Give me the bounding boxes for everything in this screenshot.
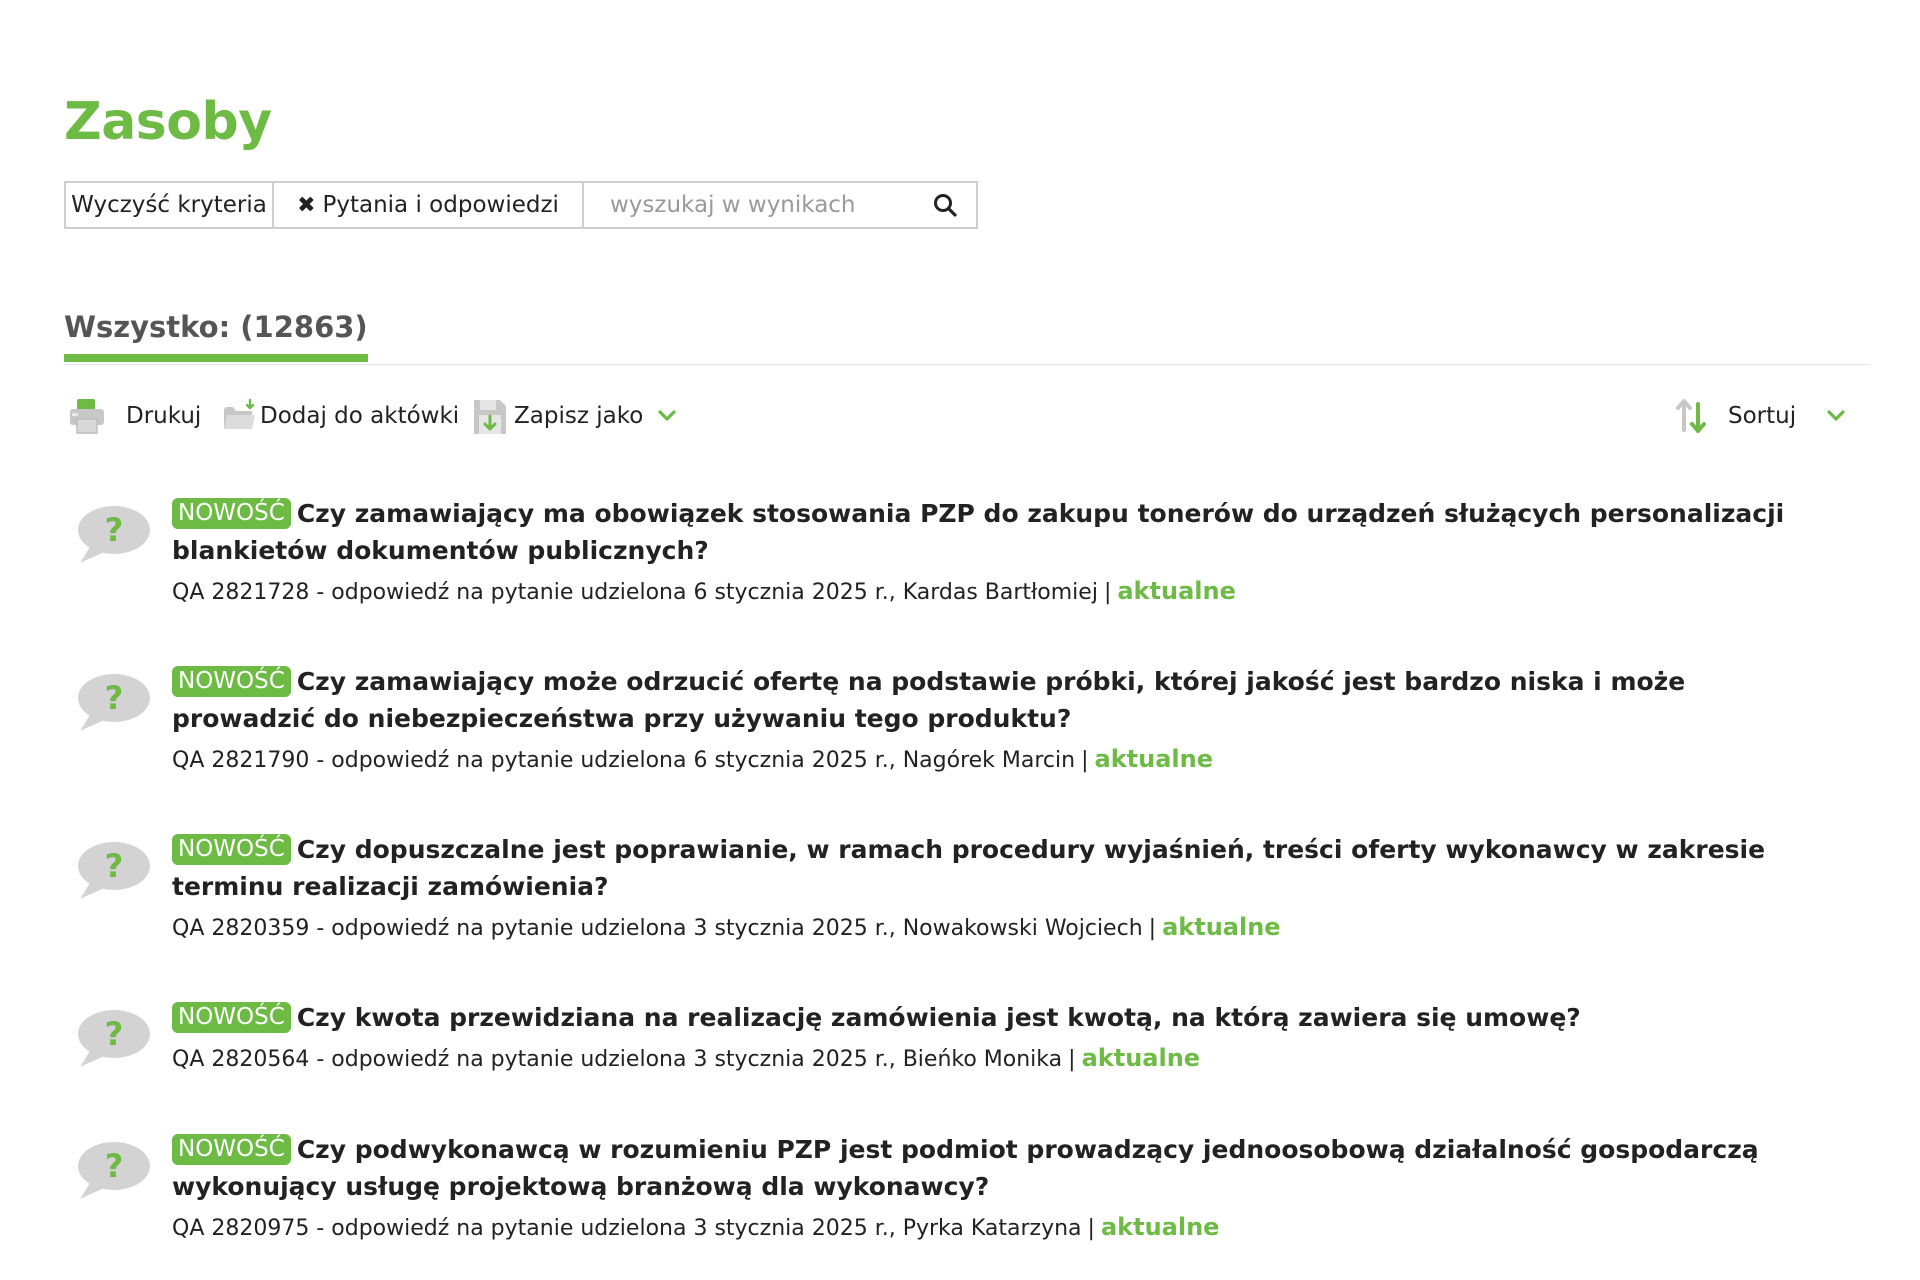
search-icon[interactable] bbox=[932, 192, 958, 218]
save-as-button[interactable] bbox=[472, 391, 677, 441]
new-badge: NOWOŚĆ bbox=[172, 1134, 291, 1165]
meta-separator: | bbox=[1081, 748, 1089, 773]
svg-text:?: ? bbox=[104, 511, 124, 549]
print-button[interactable] bbox=[68, 391, 201, 441]
save-icon bbox=[472, 396, 508, 436]
sort-button[interactable] bbox=[1674, 391, 1846, 441]
tab-all[interactable]: Wszystko: (12863) bbox=[64, 310, 368, 362]
question-bubble-icon bbox=[74, 503, 150, 565]
result-meta-text: QA 2821790 - odpowiedź na pytanie udzielona 6 stycznia 2025 r., Nagórek Marcin bbox=[172, 748, 1076, 773]
meta-separator: | bbox=[1103, 580, 1112, 605]
search-input[interactable] bbox=[610, 192, 920, 218]
sort-label: Sortuj bbox=[1728, 403, 1797, 429]
status-link[interactable]: aktualne bbox=[1094, 745, 1213, 773]
printer-icon bbox=[68, 397, 106, 435]
clear-criteria-button[interactable]: Wyczyść kryteria bbox=[64, 181, 274, 229]
chevron-down-icon[interactable] bbox=[1826, 409, 1846, 423]
question-link[interactable]: Czy dopuszczalne jest poprawianie, w ramach procedury wyjaśnień, treści oferty wykonawcy w zakresie terminu realizacji zamówienia? bbox=[172, 835, 1766, 901]
result-title bbox=[172, 495, 1832, 569]
result-meta bbox=[172, 575, 1832, 609]
active-filter-label: Pytania i odpowiedzi bbox=[322, 192, 559, 218]
meta-separator: | bbox=[1068, 1047, 1076, 1072]
add-to-briefcase-button[interactable] bbox=[222, 391, 459, 441]
svg-text:?: ? bbox=[104, 679, 124, 717]
status-link[interactable]: aktualne bbox=[1100, 1213, 1220, 1241]
question-bubble-icon bbox=[74, 1007, 150, 1069]
active-filter-tag[interactable] bbox=[272, 181, 584, 229]
add-to-briefcase-label: Dodaj do aktówki bbox=[260, 403, 460, 429]
new-badge: NOWOŚĆ bbox=[172, 1002, 291, 1033]
status-link[interactable]: aktualne bbox=[1162, 913, 1281, 941]
search-box bbox=[582, 181, 978, 229]
question-link[interactable]: Czy zamawiający ma obowiązek stosowania PZP do zakupu tonerów do urządzeń służących personalizacji blankietów dokumentów publicznych? bbox=[172, 499, 1785, 565]
result-meta bbox=[172, 1211, 1832, 1245]
question-bubble-icon bbox=[74, 671, 150, 733]
result-meta-text: QA 2821728 - odpowiedź na pytanie udzielona 6 stycznia 2025 r., Kardas Bartłomiej bbox=[172, 580, 1098, 605]
status-link[interactable]: aktualne bbox=[1081, 1044, 1201, 1072]
result-meta bbox=[172, 743, 1832, 777]
new-badge: NOWOŚĆ bbox=[172, 498, 291, 529]
save-as-label: Zapisz jako bbox=[514, 403, 644, 429]
chevron-down-icon[interactable] bbox=[657, 409, 677, 423]
result-meta-text: QA 2820564 - odpowiedź na pytanie udzielona 3 stycznia 2025 r., Bieńko Monika bbox=[172, 1047, 1063, 1072]
result-title bbox=[172, 663, 1832, 737]
result-meta bbox=[172, 1042, 1832, 1076]
folder-add-icon bbox=[222, 398, 258, 434]
result-meta-text: QA 2820359 - odpowiedź na pytanie udzielona 3 stycznia 2025 r., Nowakowski Wojciech bbox=[172, 916, 1143, 941]
print-label: Drukuj bbox=[126, 403, 202, 429]
new-badge: NOWOŚĆ bbox=[172, 834, 291, 865]
question-link[interactable]: Czy zamawiający może odrzucić ofertę na podstawie próbki, której jakość jest bardzo niska i może prowadzić do niebezpieczeństwa przy używaniu tego produktu? bbox=[172, 667, 1686, 733]
results-tabs bbox=[64, 310, 1870, 365]
result-title bbox=[172, 999, 1832, 1036]
question-link[interactable]: Czy kwota przewidziana na realizację zamówienia jest kwotą, na którą zawiera się umowę? bbox=[296, 1003, 1581, 1032]
results-toolbar bbox=[64, 391, 1870, 441]
result-meta bbox=[172, 911, 1832, 945]
meta-separator: | bbox=[1087, 1216, 1095, 1241]
page-title: Zasoby bbox=[64, 92, 272, 152]
question-bubble-icon bbox=[74, 1139, 150, 1201]
status-link[interactable]: aktualne bbox=[1117, 577, 1236, 605]
question-link[interactable]: Czy podwykonawcą w rozumieniu PZP jest podmiot prowadzący jednoosobową działalność gospodarczą wykonujący usługę projektową branżową dla wykonawcy? bbox=[172, 1135, 1759, 1201]
result-meta-text: QA 2820975 - odpowiedź na pytanie udzielona 3 stycznia 2025 r., Pyrka Katarzyna bbox=[172, 1216, 1082, 1241]
svg-text:?: ? bbox=[104, 1147, 124, 1185]
filter-bar bbox=[64, 181, 978, 229]
result-title bbox=[172, 831, 1832, 905]
question-bubble-icon bbox=[74, 839, 150, 901]
meta-separator: | bbox=[1148, 916, 1157, 941]
svg-text:?: ? bbox=[104, 847, 124, 885]
svg-text:?: ? bbox=[104, 1015, 124, 1053]
sort-icon bbox=[1674, 396, 1710, 436]
result-title bbox=[172, 1131, 1832, 1205]
new-badge: NOWOŚĆ bbox=[172, 666, 291, 697]
remove-filter-icon[interactable]: ✖ bbox=[297, 192, 316, 218]
